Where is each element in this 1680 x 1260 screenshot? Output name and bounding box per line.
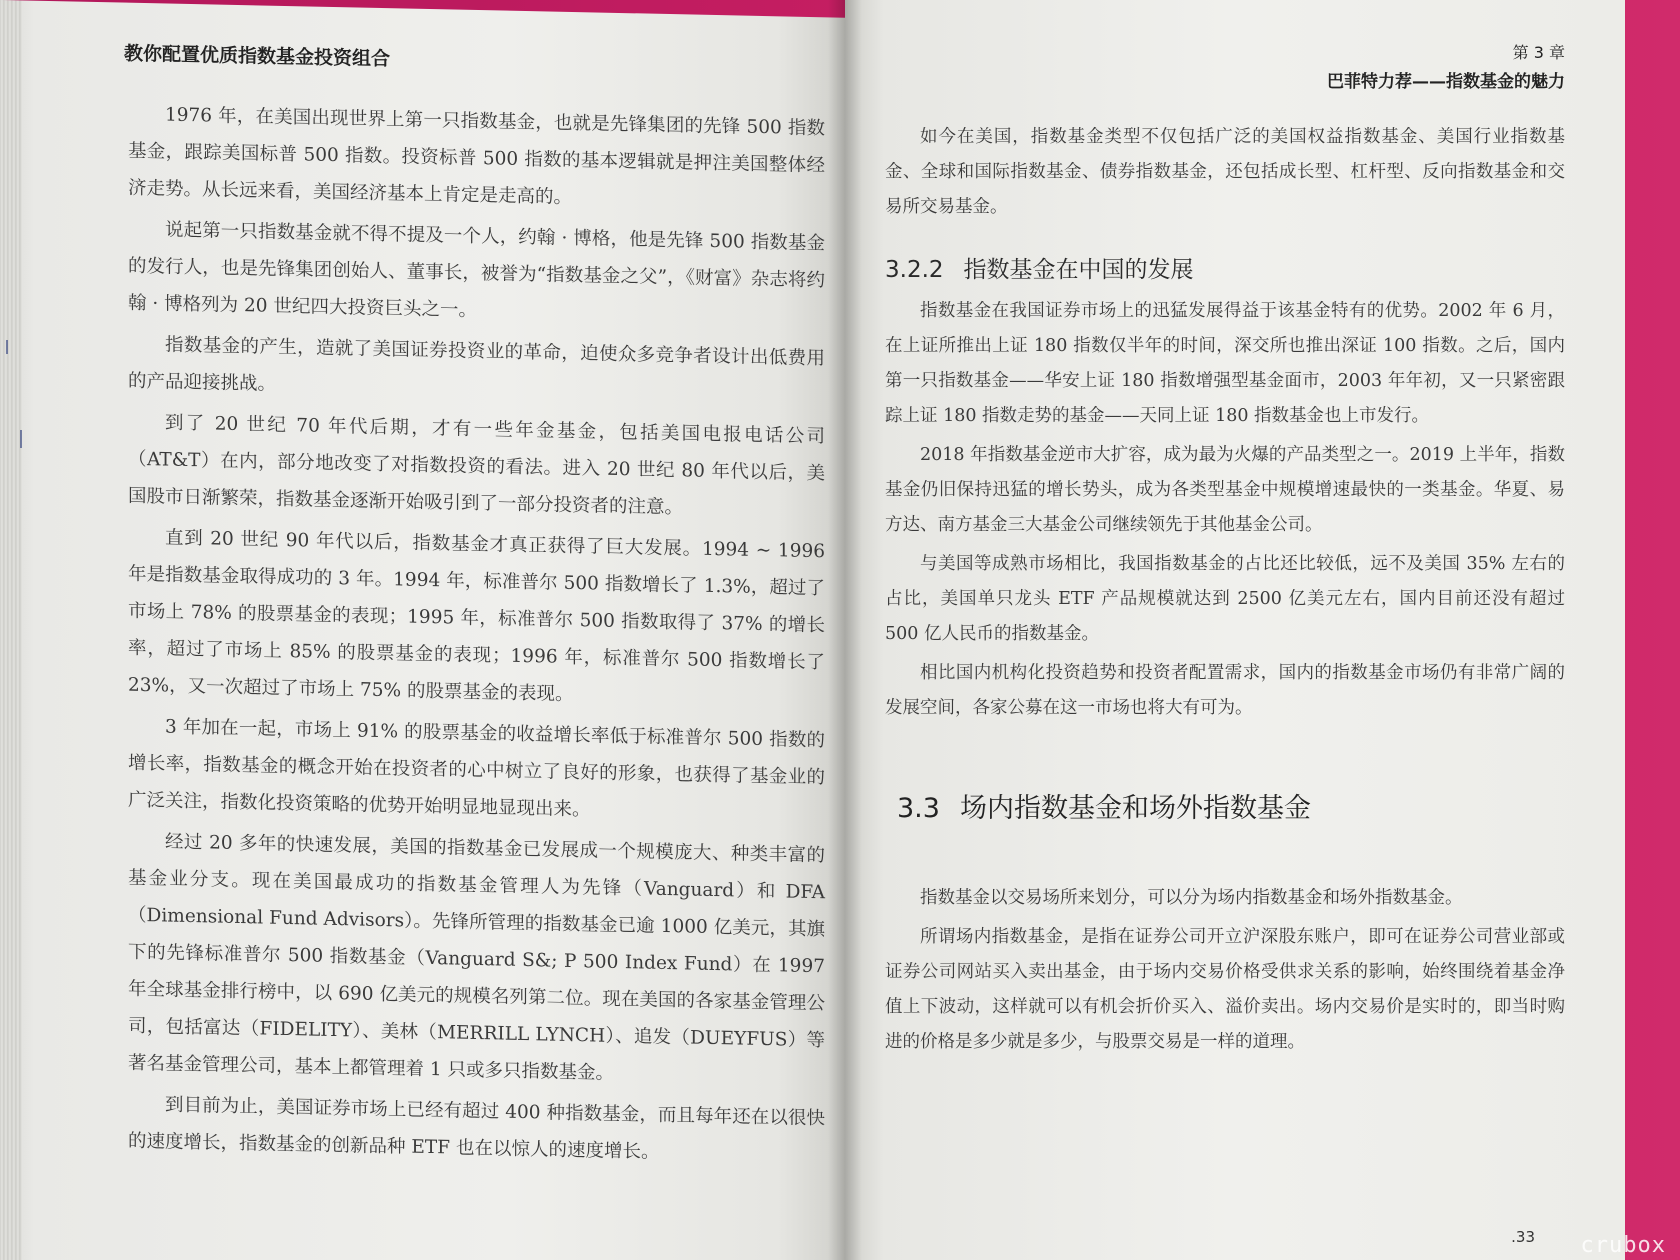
left-paragraph-8: 到目前为止，美国证券市场上已经有超过 400 种指数基金，而且每年还在以很快的速度增长，指数基金的创新品种 ETF 也在以惊人的速度增长。 [128, 1094, 825, 1163]
section-322-paragraph-3: 与美国等成熟市场相比，我国指数基金的占比还比较低，远不及美国 35% 左右的占比，美国单只龙头 ETF 产品规模就达到 2500 亿美元左右，国内目前还没有超过 500 亿人民币的指数基金。 [885, 554, 1565, 644]
section-33-paragraph-2: 所谓场内指数基金，是指在证券公司开立沪深股东账户，即可在证券公司营业部或证券公司网站买入卖出基金，由于场内交易价格受供求关系的影响，始终围绕着基金净值上下波动，这样就可以有机会折价买入、溢价卖出。场内交易价是实时的，即当时购进的价格是多少就是多少，与股票交易是一样的道理。 [885, 927, 1565, 1052]
section-number: 3.2.2 [885, 257, 944, 283]
left-paragraph-1: 1976 年，在美国出现世界上第一只指数基金，也就是先锋集团的先锋 500 指数基金，跟踪美国标普 500 指数。投资标普 500 指数的基本逻辑就是押注美国整体经济走势。从长远来看，美国经济基本上肯定是走高的。 [128, 104, 825, 208]
chapter-number: 第 3 章 [1512, 43, 1565, 62]
left-paragraph-7: 经过 20 多年的快速发展，美国的指数基金已发展成一个规模庞大、种类丰富的基金业分支。现在美国最成功的指数基金管理人为先锋（Vanguard）和 DFA（Dimensional Fund Advisors）。先锋所管理的指数基金已逾 1000 亿美元，其旗下的先锋标准普尔 500 指数基金（Vanguard S&; P 500 Index Fund）在 1997 年全球基金排行榜中，以 690 亿美元的规模名列第二位。现在美国的各家基金管理公司，包括富达（FIDELITY）、美林（MERRILL LYNCH）、追发（DUEYFUS）等著名基金管理公司，基本上都管理着 1 只或多只指数基金。 [128, 831, 825, 1084]
section-title: 场内指数基金和场外指数基金 [959, 793, 1311, 824]
chapter-title: 巴菲特力荐——指数基金的魅力 [1327, 72, 1565, 92]
left-paragraph-5: 直到 20 世纪 90 年代以后，指数基金才真正获得了巨大发展。1994 ~ 1996 年是指数基金取得成功的 3 年。1994 年，标准普尔 500 指数增长了 1.3%，超过了市场上 78% 的股票基金的表现；1995 年，标准普尔 500 指数取得了 37% 的增长率，超过了市场上 85% 的股票基金的表现；1996 年，标准普尔 500 指数增长了 23%，又一次超过了市场上 75% 的股票基金的表现。 [128, 527, 825, 706]
running-head-right [885, 40, 1565, 92]
section-number: 3.3 [897, 793, 940, 824]
left-paragraph-4: 到了 20 世纪 70 年代后期，才有一些年金基金，包括美国电报电话公司（AT&T）在内，部分地改变了对指数投资的看法。进入 20 世纪 80 年代以后，美国股市日渐繁荣，指数基金逐渐开始吸引到了一部分投资者的注意。 [128, 412, 825, 519]
left-paragraph-6: 3 年加在一起，市场上 91% 的股票基金的收益增长率低于标准普尔 500 指数的增长率，指数基金的概念开始在投资者的心中树立了良好的形象，也获得了基金业的广泛关注，指数化投资策略的优势开始明显地显现出来。 [128, 716, 825, 821]
section-heading-3-2-2 [885, 251, 1565, 284]
watermark-text: crubox [1580, 1233, 1666, 1258]
right-intro-paragraph: 如今在美国，指数基金类型不仅包括广泛的美国权益指数基金、美国行业指数基金、全球和国际指数基金、债券指数基金，还包括成长型、杠杆型、反向指数基金和交易所交易基金。 [885, 127, 1565, 217]
section-322-paragraph-4: 相比国内机构化投资趋势和投资者配置需求，国内的指数基金市场仍有非常广阔的发展空间，各家公募在这一市场也将大有可为。 [885, 663, 1565, 718]
pen-mark [6, 340, 8, 354]
section-heading-3-3 [897, 786, 1565, 825]
section-322-paragraph-1: 指数基金在我国证券市场上的迅猛发展得益于该基金特有的优势。2002 年 6 月，在上证所推出上证 180 指数仅半年的时间，深交所也推出深证 100 指数。之后，国内第一只指数基金——华安上证 180 指数增强型基金面市，2003 年年初，又一只紧密跟踪上证 180 指数走势的基金——天同上证 180 指数基金也上市发行。 [885, 301, 1565, 426]
right-page [845, 0, 1625, 1260]
pen-mark [20, 430, 22, 448]
section-33-paragraph-1: 指数基金以交易场所来划分，可以分为场内指数基金和场外指数基金。 [920, 888, 1463, 908]
page-number: .33 [1511, 1228, 1535, 1246]
left-paragraph-3: 指数基金的产生，造就了美国证券投资业的革命，迫使众多竞争者设计出低费用的产品迎接挑战。 [128, 334, 825, 395]
section-title: 指数基金在中国的发展 [963, 257, 1194, 283]
running-head-left: 教你配置优质指数基金投资组合 [124, 42, 391, 71]
left-paragraph-2: 说起第一只指数基金就不得不提及一个人，约翰 · 博格，他是先锋 500 指数基金的发行人，也是先锋集团创始人、董事长，被誉为“指数基金之父”，《财富》杂志将约翰 · 博格列为 20 世纪四大投资巨头之一。 [128, 219, 825, 321]
section-322-paragraph-2: 2018 年指数基金逆市大扩容，成为最为火爆的产品类型之一。2019 上半年，指数基金仍旧保持迅猛的增长势头，成为各类型基金中规模增速最快的一类基金。华夏、易方达、南方基金三大基金公司继续领先于其他基金公司。 [885, 445, 1565, 535]
